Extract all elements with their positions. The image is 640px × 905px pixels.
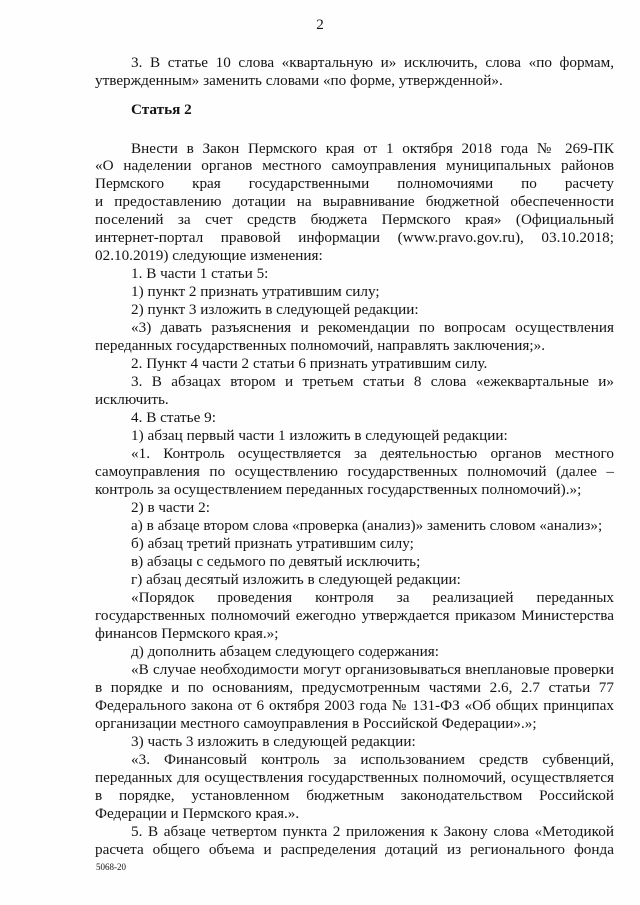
paragraph-line: поселений за счет средств бюджета Пермского края» (Официальный: [95, 211, 614, 228]
paragraph-line: 2) в части 2:: [131, 499, 210, 516]
paragraph-line: организации местного самоуправления в Российской Федерации».»;: [95, 715, 537, 732]
paragraph-line: 3. В статье 10 слова «квартальную и» исключить, слова «по формам,: [131, 54, 614, 71]
paragraph-line: утвержденным» заменить словами «по форме, утвержденной».: [95, 72, 503, 89]
paragraph-line: Федерации и Пермского края.».: [95, 805, 300, 822]
paragraph-line: 1) абзац первый части 1 изложить в следующей редакции:: [131, 427, 508, 444]
paragraph-line: д) дополнить абзацем следующего содержания:: [131, 643, 439, 660]
paragraph-line: 2. Пункт 4 части 2 статьи 6 признать утратившим силу.: [131, 355, 488, 372]
paragraph-line: исключить.: [95, 391, 169, 408]
paragraph-line: контроль за осуществлением переданных государственных полномочий).»;: [95, 481, 582, 498]
paragraph-line: в порядке и по основаниям, предусмотренным частями 2.6, 2.7 статьи 77: [95, 679, 614, 696]
paragraph-line: Пермского края государственными полномочиями по расчету: [95, 175, 614, 192]
paragraph-line: 4. В статье 9:: [131, 409, 216, 426]
paragraph-line: финансов Пермского края.»;: [95, 625, 279, 642]
document-code: 5068-20: [96, 862, 126, 872]
paragraph-line: г) абзац десятый изложить в следующей редакции:: [131, 571, 461, 588]
paragraph-line: переданных государственных полномочий, направлять заключения;».: [95, 337, 545, 354]
paragraph-line: «О наделении органов местного самоуправления муниципальных районов: [95, 157, 614, 174]
paragraph-line: 02.10.2019) следующие изменения:: [95, 247, 323, 264]
page-number: 2: [316, 16, 324, 33]
paragraph-line: 3. В абзацах втором и третьем статьи 8 слова «ежеквартальные и»: [131, 373, 614, 390]
paragraph-line: «В случае необходимости могут организовываться внеплановые проверки: [131, 661, 614, 678]
paragraph-line: в) абзацы с седьмого по девятый исключить;: [131, 553, 421, 570]
paragraph-line: а) в абзаце втором слова «проверка (анализ)» заменить словом «анализ»;: [131, 517, 603, 534]
paragraph-line: б) абзац третий признать утратившим силу;: [131, 535, 414, 552]
paragraph-line: Федерального закона от 6 октября 2003 года № 131-ФЗ «Об общих принципах: [95, 697, 614, 714]
paragraph-line: и предоставлению дотации на выравнивание бюджетной обеспеченности: [95, 193, 614, 210]
paragraph-line: 5. В абзаце четвертом пункта 2 приложения к Закону слова «Методикой: [131, 823, 614, 840]
paragraph-line: 1. В части 1 статьи 5:: [131, 265, 269, 282]
paragraph-line: «1. Контроль осуществляется за деятельностью органов местного: [131, 445, 614, 462]
paragraph-line: государственных полномочий ежегодно утверждается приказом Министерства: [95, 607, 614, 624]
paragraph-line: 1) пункт 2 признать утратившим силу;: [131, 283, 380, 300]
paragraph-line: Внести в Закон Пермского края от 1 октября 2018 года № 269-ПК: [131, 140, 614, 157]
paragraph-line: «Порядок проведения контроля за реализацией переданных: [131, 589, 614, 606]
paragraph-line: в порядке, установленном бюджетным законодательством Российской: [95, 787, 614, 804]
article-heading: Статья 2: [131, 101, 192, 118]
paragraph-line: «3. Финансовый контроль за использованием средств субвенций,: [131, 751, 614, 768]
paragraph-line: «3) давать разъяснения и рекомендации по вопросам осуществления: [131, 319, 614, 336]
paragraph-line: переданных для осуществления государственных полномочий, осуществляется: [95, 769, 614, 786]
paragraph-line: 3) часть 3 изложить в следующей редакции:: [131, 733, 416, 750]
paragraph-line: 2) пункт 3 изложить в следующей редакции:: [131, 301, 419, 318]
paragraph-line: расчета общего объема и распределения дотаций из регионального фонда: [95, 841, 614, 858]
paragraph-line: самоуправления по осуществлению государственных полномочий (далее –: [95, 463, 614, 480]
paragraph-line: интернет-портал правовой информации (www.pravo.gov.ru), 03.10.2018;: [95, 229, 614, 246]
